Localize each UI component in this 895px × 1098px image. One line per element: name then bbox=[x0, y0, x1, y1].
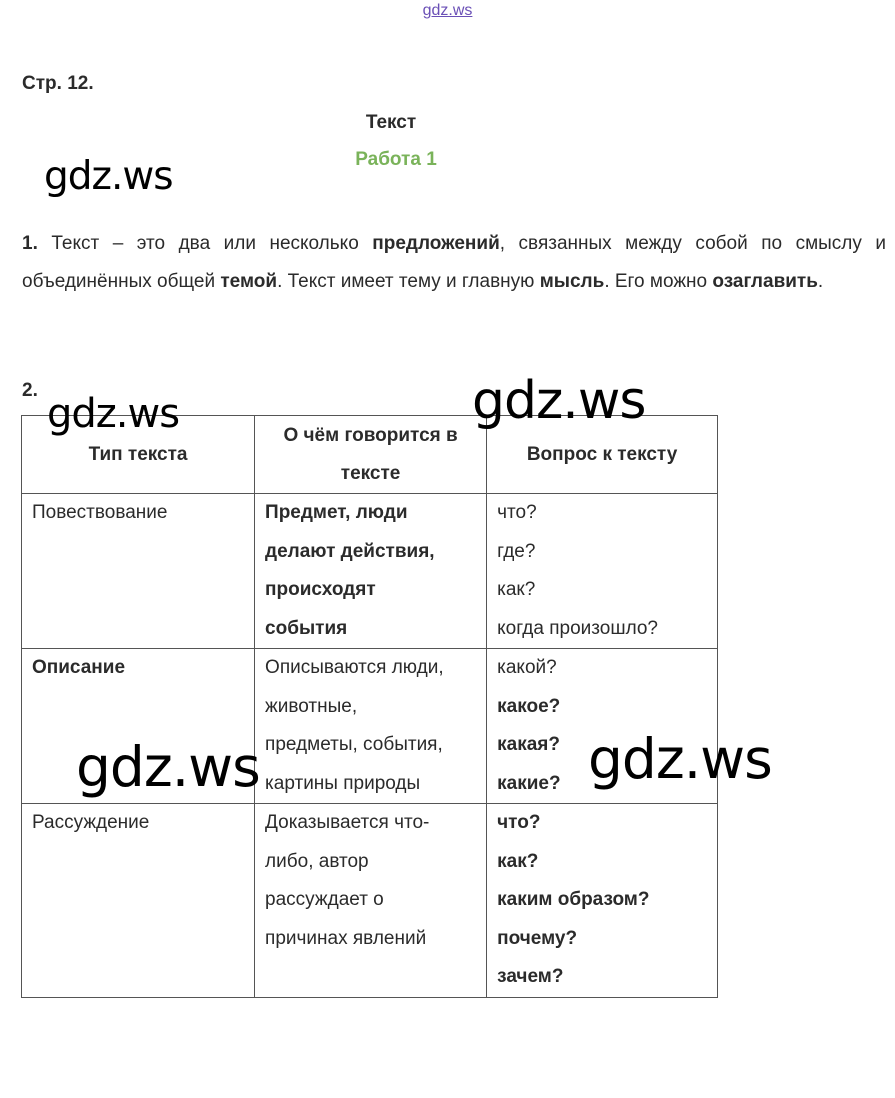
page-subtitle: Работа 1 bbox=[355, 149, 437, 170]
table-cell-questions bbox=[487, 494, 718, 649]
task-2-number: 2. bbox=[22, 380, 38, 401]
task-1-paragraph bbox=[22, 225, 886, 300]
table-header: О чём говорится в тексте bbox=[255, 416, 487, 494]
cell-line: причинах явлений bbox=[265, 927, 427, 949]
watermark: gdz.ws bbox=[47, 391, 180, 437]
page-number: Стр. 12. bbox=[22, 73, 94, 94]
table-header: Вопрос к тексту bbox=[487, 416, 718, 494]
cell-line: какой? bbox=[497, 657, 557, 678]
cell-line: либо, автор bbox=[265, 850, 369, 872]
task-1-text: . Текст имеет тему и главную bbox=[277, 270, 540, 292]
table-row bbox=[22, 494, 718, 649]
task-1-text: Текст – это два или несколько bbox=[37, 233, 373, 254]
watermark: gdz.ws bbox=[472, 371, 646, 431]
cell-line: картины природы bbox=[265, 772, 421, 794]
cell-line: какие? bbox=[497, 772, 561, 794]
task-1-term: мысль bbox=[539, 270, 605, 292]
cell-line: события bbox=[265, 617, 348, 639]
cell-line: что? bbox=[497, 812, 541, 833]
cell-line: какая? bbox=[497, 734, 560, 755]
task-1-text: . Его можно bbox=[604, 270, 713, 292]
cell-line: какое? bbox=[497, 695, 561, 717]
text-type: Рассуждение bbox=[32, 812, 150, 833]
text-types-table bbox=[21, 415, 718, 998]
cell-line: животные, bbox=[265, 695, 358, 717]
task-1-term: озаглавить bbox=[712, 270, 818, 292]
task-1-term: предложений bbox=[372, 233, 500, 254]
task-1-term: темой bbox=[220, 270, 278, 292]
task-1-text: . bbox=[817, 270, 824, 292]
table-cell-about bbox=[255, 649, 487, 804]
cell-line: Описываются люди, bbox=[265, 657, 444, 678]
watermark: gdz.ws bbox=[76, 735, 260, 799]
cell-line: как? bbox=[497, 850, 539, 872]
cell-line: каким образом? bbox=[497, 889, 650, 910]
cell-line: почему? bbox=[497, 927, 578, 949]
page-title: Текст bbox=[365, 112, 417, 133]
cell-line: когда произошло? bbox=[497, 617, 659, 639]
cell-line: Доказывается что- bbox=[265, 812, 430, 833]
cell-line: происходят bbox=[265, 579, 376, 600]
table-cell-about bbox=[255, 804, 487, 998]
site-link[interactable]: gdz.ws bbox=[422, 2, 473, 19]
cell-line: рассуждает о bbox=[265, 889, 384, 910]
table-cell-about bbox=[255, 494, 487, 649]
table-cell-questions bbox=[487, 804, 718, 998]
cell-line: Предмет, люди bbox=[265, 502, 408, 523]
table-header: Тип текста bbox=[22, 416, 255, 494]
cell-line: что? bbox=[497, 502, 537, 523]
task-1-text: , связанных между собой по смыслу и объединённых общей bbox=[22, 233, 886, 292]
cell-line: как? bbox=[497, 579, 536, 600]
text-type: Описание bbox=[32, 657, 126, 678]
cell-line: делают действия, bbox=[265, 540, 435, 562]
table-cell-type bbox=[22, 494, 255, 649]
text-type: Повествование bbox=[32, 502, 168, 523]
task-1-number: 1. bbox=[22, 233, 38, 254]
table-row bbox=[22, 804, 718, 998]
watermark: gdz.ws bbox=[44, 154, 173, 199]
watermark: gdz.ws bbox=[588, 727, 772, 791]
cell-line: зачем? bbox=[497, 966, 564, 987]
table-cell-type bbox=[22, 804, 255, 998]
cell-line: где? bbox=[497, 540, 536, 562]
cell-line: предметы, события, bbox=[265, 734, 443, 755]
